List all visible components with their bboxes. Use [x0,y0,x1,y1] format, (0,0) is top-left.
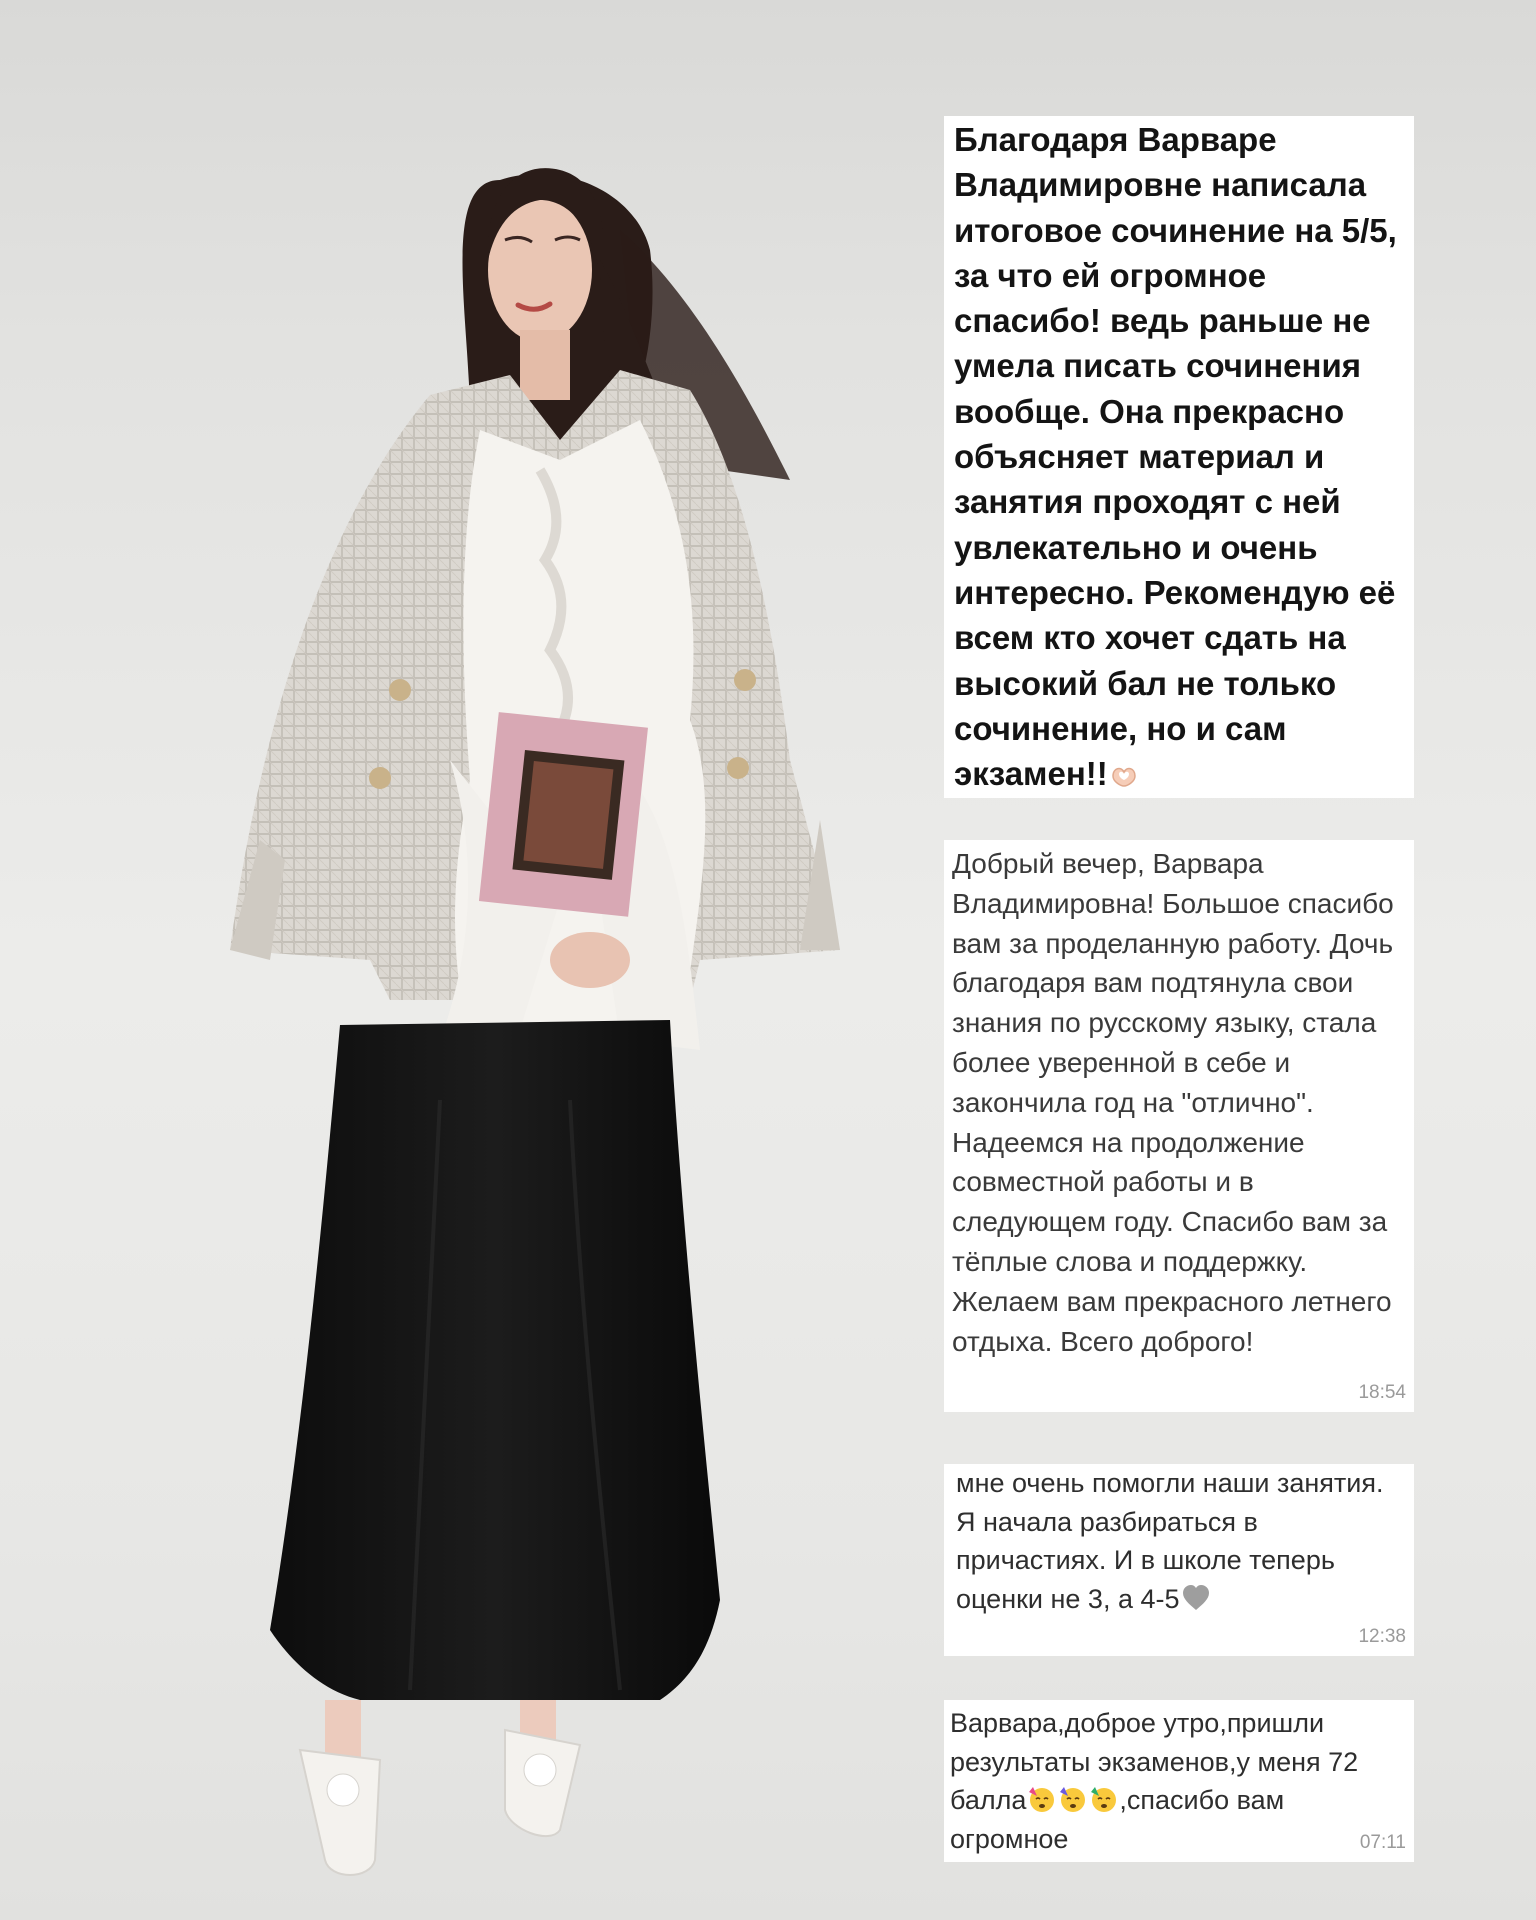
message-timestamp: 18:54 [1358,1382,1406,1403]
review-card-3 [944,1464,1414,1656]
message-timestamp: 12:38 [1358,1626,1406,1647]
review-card-1 [944,116,1414,798]
message-timestamp: 07:11 [1359,1832,1406,1853]
partying-face-icon [1089,1784,1119,1814]
review-text-1: Благодаря Варваре Владимировне написала итоговое сочинение на 5/5, за что ей огромное спасибо! ведь раньше не умела писать сочинения вообще. Она прекрасно объясняет материал и занятия проходят с ней увлекательно и очень интересно. Рекомендую её всем кто хочет сдать на высокий бал не только сочинение, но и сам экзамен!! [954,121,1397,793]
review-text-4: Варвара,доброе утро,пришли результаты экзаменов,у меня 72 балла ,спасибо вам огромное [950,1708,1359,1854]
review-card-4 [944,1700,1414,1862]
partying-face-icon [1058,1784,1088,1814]
partying-face-icon [1027,1784,1057,1814]
heart-hands-icon [1109,760,1139,790]
review-card-2 [944,840,1414,1412]
review-text-3: мне очень помогли наши занятия. Я начала разбираться в причастиях. И в школе теперь оценки не 3, а 4-5 [956,1468,1384,1614]
review-text-2: Добрый вечер, Варвара Владимировна! Большое спасибо вам за проделанную работу. Дочь благодаря вам подтянула свои знания по русскому языку, стала более уверенной в себе и закончила год на "отлично". Надеемся на продолжение совместной работы и в следующем году. Спасибо вам за тёплые слова и поддержку. Желаем вам прекрасного летнего отдыха. Всего доброго! [952,848,1394,1357]
grey-heart-icon [1181,1583,1211,1613]
